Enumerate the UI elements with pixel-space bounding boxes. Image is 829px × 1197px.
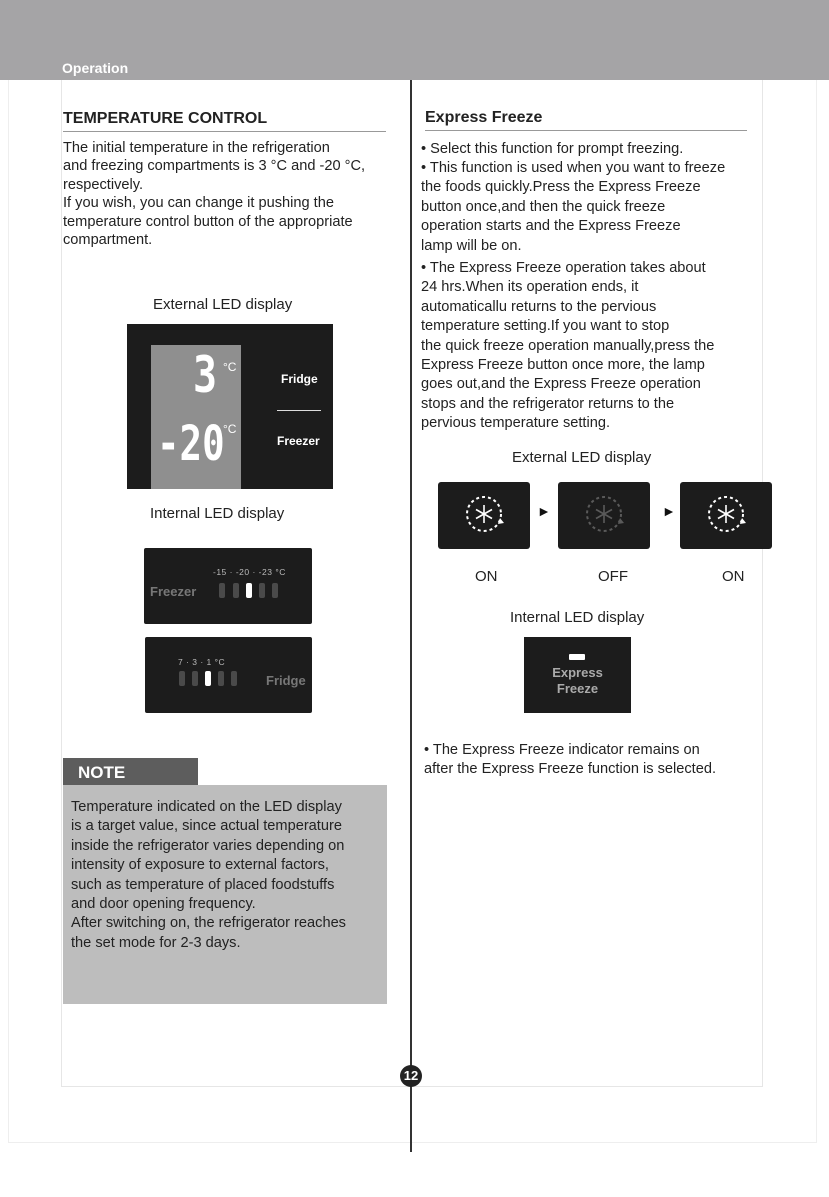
fridge-scale: 7 · 3 · 1 °C [178,657,226,667]
freezer-temperature-value: -20 [157,416,225,472]
fridge-label: Fridge [281,372,318,386]
snowflake-icon [438,482,530,549]
state-label: ON [475,568,498,585]
fridge-level-bar-active [205,671,211,686]
internal-led-caption: Internal LED display [150,505,285,522]
freezer-level-bar [233,583,239,598]
state-label: ON [722,568,745,585]
note-heading: NOTE [63,758,198,785]
fridge-panel-label: Fridge [266,673,306,688]
external-led-caption: External LED display [153,296,293,313]
freezer-unit: °C [223,422,237,436]
express-freeze-led-on [680,482,772,549]
temperature-control-title: TEMPERATURE CONTROL [63,110,268,127]
title-rule [63,131,386,132]
bullet-select-function: • Select this function for prompt freezing. [421,141,684,157]
freezer-label: Freezer [277,434,320,448]
freezer-level-bar [272,583,278,598]
temperature-intro-text: The initial temperature in the refrigeration and freezing compartments is 3 °C and -20 °C, respectively. If you wish, you can change it pushing the temperature control button of the appropriate compartment. [63,140,366,249]
bullet-function-usage: • This function is used when you want to freeze the foods quickly.Press the Express Freeze button once,and then the quick freeze operation starts and the Express Freeze lamp will be on. [421,160,726,254]
snowflake-icon [680,482,772,549]
arrow-right-icon: ► [537,503,551,519]
note-text: Temperature indicated on the LED display is a target value, since actual temperature inside the refrigerator varies depending on intensity of exposure to external factors, such as temperature of placed foodstuffs and door opening frequency. After switching on, the refrigerator reaches the set mode for 2-3 days. [71,799,346,951]
fridge-level-bar [231,671,237,686]
freezer-panel-label: Freezer [150,584,197,599]
freezer-level-bar [259,583,265,598]
express-freeze-title: Express Freeze [425,109,543,126]
section-label: Operation [62,60,129,76]
fridge-unit: °C [223,360,237,374]
fridge-level-bar [218,671,224,686]
fridge-internal-panel [145,637,312,713]
arrow-right-icon: ► [662,503,676,519]
fridge-level-bar [179,671,185,686]
title-rule [425,130,747,131]
express-internal-caption: Internal LED display [510,609,645,626]
page-header [0,0,829,80]
led-separator [277,410,321,411]
freezer-level-bar [219,583,225,598]
freezer-internal-panel [144,548,312,624]
indicator-dash [569,654,585,660]
freezer-scale: -15 · -20 · -23 °C [213,567,286,577]
express-external-caption: External LED display [512,449,652,466]
freezer-level-bar-active [246,583,252,598]
bullet-operation-duration: • The Express Freeze operation takes about 24 hrs.When its operation ends, it automaticallu returns to the pervious temperature setting.If you want to stop the quick freeze operation manually,press the Express Freeze button once more, the lamp goes out,and the Express Freeze operation stops and the refrigerator returns to the pervious temperature setting. [421,260,715,432]
express-freeze-led-off [558,482,650,549]
column-divider [410,80,412,1152]
express-label: Express [552,665,603,680]
page-number: 12 [400,1065,422,1087]
fridge-level-bar [192,671,198,686]
bullet-indicator-remains: • The Express Freeze indicator remains on after the Express Freeze function is selected. [424,742,717,778]
snowflake-icon [558,482,650,549]
freeze-label: Freeze [556,681,599,696]
express-freeze-led-on [438,482,530,549]
external-led-display [127,324,333,489]
state-label: OFF [598,568,628,585]
fridge-temperature-value: 3 [193,346,218,404]
express-freeze-internal-led [524,637,631,713]
